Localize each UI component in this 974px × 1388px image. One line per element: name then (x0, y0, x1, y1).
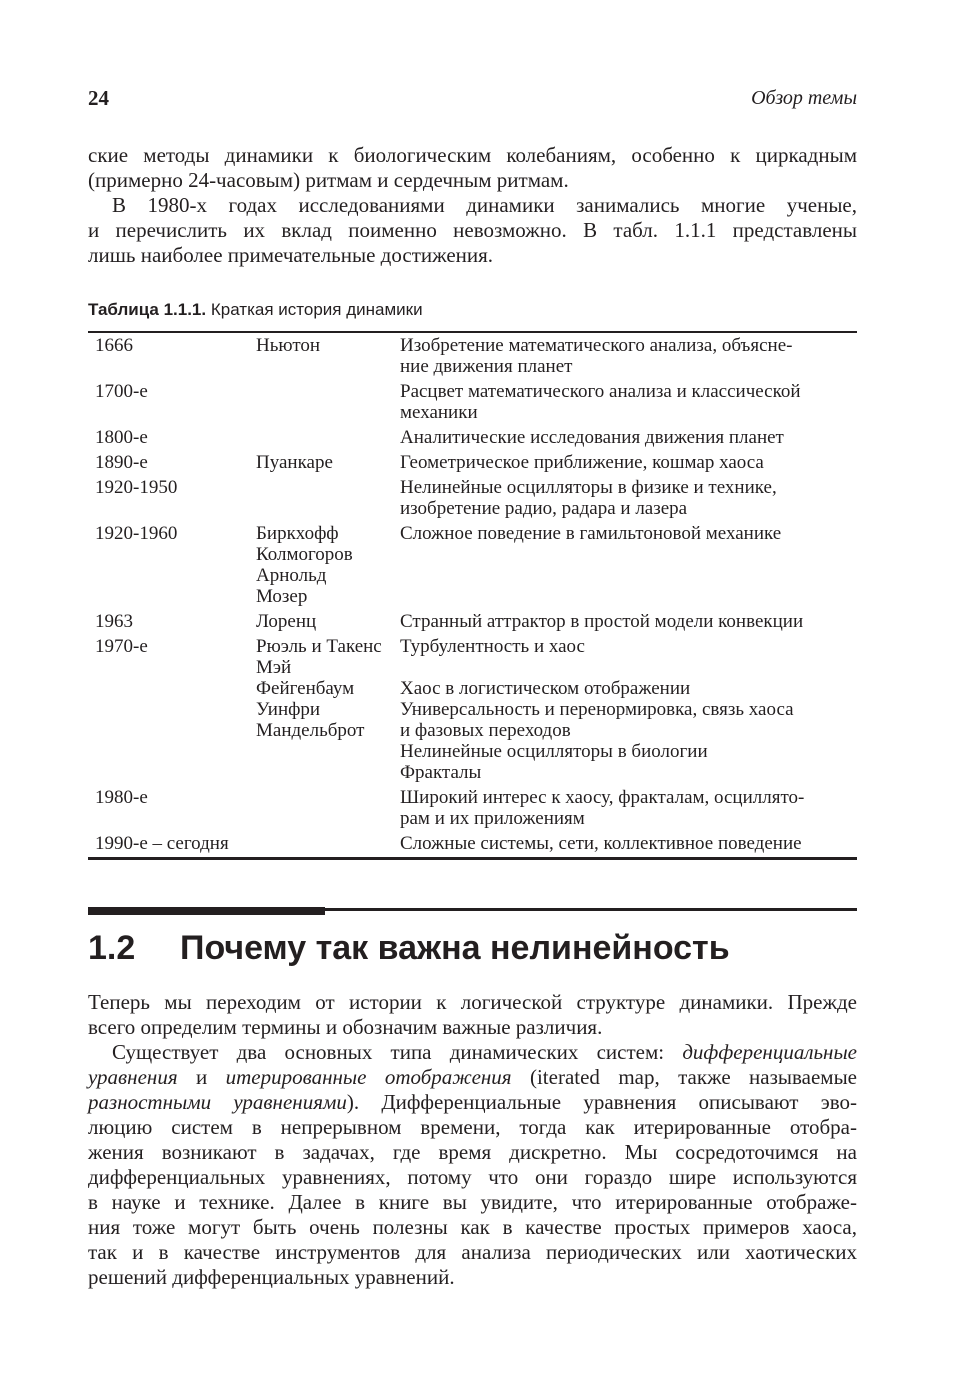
text-segment: ния тоже могут быть очень полезны как в качестве простых примеров хаоса, (88, 1215, 857, 1239)
table-row (88, 335, 857, 377)
description-cell (400, 477, 857, 519)
description-line: Нелинейные осцилляторы в биологии (400, 741, 708, 762)
italic-term: дифференциальные (682, 1040, 857, 1064)
description-cell (400, 636, 857, 783)
description-line: Странный аттрактор в простой модели конвекции (400, 611, 804, 632)
scientist-name: Фейгенбаум (256, 678, 355, 699)
italic-term: уравнения (88, 1065, 178, 1089)
description-line: Хаос в логистическом отображении (400, 678, 691, 699)
description-line (400, 657, 857, 678)
text-line (88, 1190, 857, 1215)
description-line: Универсальность и перенормировка, связь хаоса (400, 699, 794, 720)
intro-paragraphs (88, 143, 857, 268)
table-row (88, 611, 857, 632)
year-cell (88, 523, 249, 607)
text-segment: жения возникают в задачах, где время дискретно. Мы сосредоточимся на (88, 1140, 857, 1164)
year: 1920-1960 (95, 523, 178, 544)
year: 1980-е (95, 787, 148, 808)
table-top-rule (88, 331, 857, 333)
history-table (88, 335, 857, 858)
description-cell (400, 611, 857, 632)
text-segment: В 1980-х годах исследованиями динамики занимались многие ученые, (112, 193, 857, 217)
table-row (88, 523, 857, 607)
year: 1920-1950 (95, 477, 178, 498)
text-line (88, 168, 857, 193)
names-cell (249, 335, 400, 377)
text-line (88, 1015, 857, 1040)
description-line: Сложное поведение в гамильтоновой механике (400, 523, 782, 544)
text-line (88, 1240, 857, 1265)
year-cell (88, 381, 249, 423)
year: 1800-е (95, 427, 148, 448)
text-segment: Теперь мы переходим от истории к логической структуре динамики. Прежде (88, 990, 857, 1014)
text-line (88, 1065, 857, 1090)
text-segment: ские методы динамики к биологическим колебаниям, особенно к циркадным (88, 143, 857, 167)
text-line (88, 143, 857, 168)
names-cell (249, 477, 400, 519)
description-cell (400, 833, 857, 854)
scientist-name: Рюэль и Такенс (256, 636, 382, 657)
description-line: Сложные системы, сети, коллективное поведение (400, 833, 802, 854)
names-cell (249, 523, 400, 607)
text-segment: Существует два основных типа динамических систем: (112, 1040, 683, 1064)
text-segment: лишь наиболее примечательные достижения. (88, 243, 494, 267)
text-line (88, 1165, 857, 1190)
table-caption-text: Краткая история динамики (206, 300, 423, 319)
description-line: изобретение радио, радара и лазера (400, 498, 688, 519)
description-line: Фракталы (400, 762, 482, 783)
section-rule-thick (88, 907, 325, 915)
table-bottom-rule (88, 857, 857, 860)
italic-term: итерированные отображения (225, 1065, 512, 1089)
text-line (88, 1040, 857, 1065)
year: 1890-е (95, 452, 148, 473)
table-row (88, 477, 857, 519)
year-cell (88, 636, 249, 783)
text-line (88, 1140, 857, 1165)
description-line: Широкий интерес к хаосу, фракталам, осциллято- (400, 787, 805, 808)
scientist-name: Биркхофф (256, 523, 339, 544)
year-cell (88, 611, 249, 632)
section-title: Почему так важна нелинейность (180, 929, 730, 967)
table-row (88, 636, 857, 783)
text-segment: дифференциальных уравнениях, потому что они гораздо шире используются (88, 1165, 857, 1189)
year-cell (88, 477, 249, 519)
table-row (88, 381, 857, 423)
scientist-name: Ньютон (256, 335, 321, 356)
description-cell (400, 427, 857, 448)
scientist-name: Уинфри (256, 699, 321, 720)
description-line: Расцвет математического анализа и классической (400, 381, 801, 402)
description-line: Турбулентность и хаос (400, 636, 585, 657)
section-rule-thin (325, 908, 857, 911)
page-number: 24 (88, 86, 109, 110)
names-cell (249, 427, 400, 448)
table-row (88, 787, 857, 829)
text-segment: и (177, 1065, 226, 1089)
text-segment: люцию систем в непрерывном времени, тогда как итерированные отобра- (88, 1115, 857, 1139)
scientist-name: Арнольд (256, 565, 327, 586)
text-line (88, 1090, 857, 1115)
description-cell (400, 335, 857, 377)
year-cell (88, 787, 249, 829)
text-segment: решений дифференциальных уравнений. (88, 1265, 455, 1289)
text-segment: (iterated map, также называемые (511, 1065, 857, 1089)
description-line: и фазовых переходов (400, 720, 571, 741)
description-cell (400, 787, 857, 829)
body-paragraphs (88, 990, 857, 1290)
year: 1990-е – сегодня (95, 833, 229, 854)
year-cell (88, 427, 249, 448)
names-cell (249, 611, 400, 632)
description-cell (400, 381, 857, 423)
table-row (88, 833, 857, 854)
description-line: ние движения планет (400, 356, 573, 377)
italic-term: разностными уравнениями (88, 1090, 347, 1114)
table-caption-label: Таблица 1.1.1. (88, 300, 207, 319)
year: 1963 (95, 611, 133, 632)
scientist-name: Мандельброт (256, 720, 365, 741)
table-row (88, 427, 857, 448)
description-line: Изобретение математического анализа, объясне- (400, 335, 793, 356)
text-segment: так и в качестве инструментов для анализа периодических или хаотических (88, 1240, 857, 1264)
year: 1970-е (95, 636, 148, 657)
names-cell (249, 381, 400, 423)
description-line: рам и их приложениям (400, 808, 585, 829)
year: 1700-е (95, 381, 148, 402)
text-segment: всего определим термины и обозначим важные различия. (88, 1015, 603, 1039)
text-line (88, 990, 857, 1015)
names-cell (249, 636, 400, 783)
text-segment: ). Дифференциальные уравнения описывают эво- (346, 1090, 857, 1114)
year-cell (88, 335, 249, 377)
scientist-name: Мэй (256, 657, 292, 678)
year: 1666 (95, 335, 133, 356)
names-cell (249, 787, 400, 829)
text-line (88, 1215, 857, 1240)
scientist-name: Мозер (256, 586, 308, 607)
text-line (88, 1115, 857, 1140)
description-line: Нелинейные осцилляторы в физике и технике, (400, 477, 777, 498)
table-caption (88, 300, 423, 320)
description-line: Геометрическое приближение, кошмар хаоса (400, 452, 764, 473)
description-cell (400, 452, 857, 473)
text-line (88, 243, 857, 268)
text-line (88, 1265, 857, 1290)
description-cell (400, 523, 857, 607)
year-cell (88, 452, 249, 473)
text-line (88, 193, 857, 218)
section-number: 1.2 (88, 929, 136, 967)
scientist-name: Пуанкаре (256, 452, 333, 473)
text-line (88, 218, 857, 243)
year-cell (88, 833, 249, 854)
scientist-name: Колмогоров (256, 544, 353, 565)
scientist-name: Лоренц (256, 611, 317, 632)
names-cell (249, 833, 400, 854)
text-segment: и перечислить их вклад поименно невозможно. В табл. 1.1.1 представлены (88, 218, 857, 242)
description-line: механики (400, 402, 478, 423)
text-segment: (примерно 24-часовым) ритмам и сердечным ритмам. (88, 168, 569, 192)
table-row (88, 452, 857, 473)
text-segment: в науке и технике. Далее в книге вы увидите, что итерированные отображе- (88, 1190, 857, 1214)
running-title: Обзор темы (751, 87, 857, 109)
description-line: Аналитические исследования движения планет (400, 427, 784, 448)
names-cell (249, 452, 400, 473)
